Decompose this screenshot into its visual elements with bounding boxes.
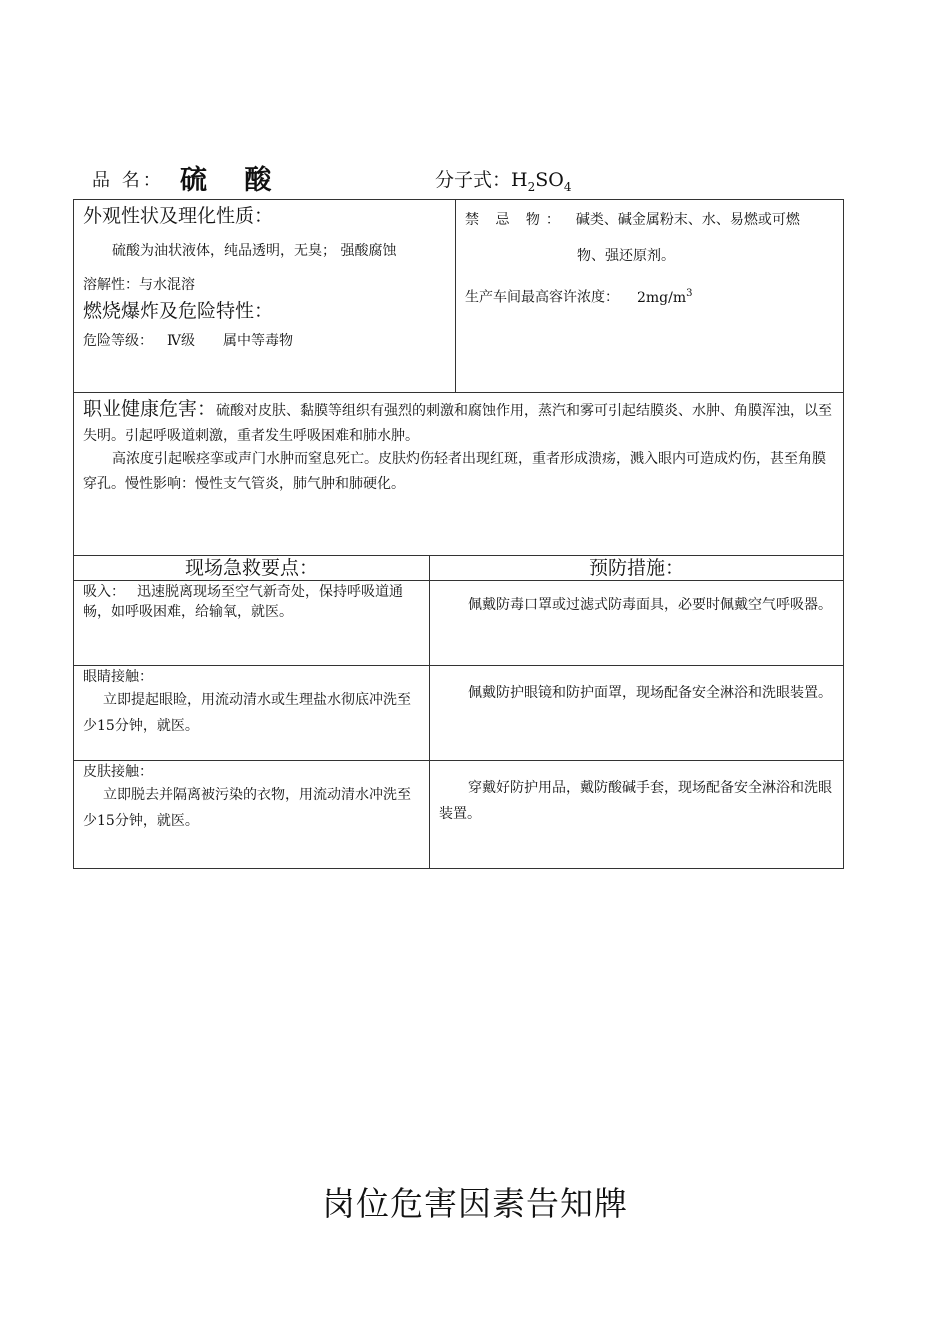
health-title: 职业健康危害： — [83, 398, 217, 420]
health-para-1 — [83, 397, 835, 447]
health-para-2: 高浓度引起喉痉挛或声门水肿而窒息死亡。皮肤灼伤轻者出现红斑，重者形成溃疡，溅入眼内可造成灼伤，甚至角膜穿孔。慢性影响：慢性支气管炎，肺气肿和肺硬化。 — [83, 451, 826, 492]
skin-label: 皮肤接触： — [83, 764, 153, 780]
inhalation-row — [74, 581, 844, 666]
danger-level-label: 危险等级： — [83, 333, 153, 349]
formula-label: 分子式： — [435, 169, 512, 191]
product-name-label: 品 名： — [92, 170, 164, 191]
properties-description: 硫酸为油状液体，纯品透明，无臭； 强酸腐蚀 — [112, 243, 397, 259]
first-aid-header: 现场急救要点： — [74, 556, 430, 581]
mac-label: 生产车间最高容许浓度： — [465, 289, 619, 306]
health-cell — [74, 393, 844, 556]
properties-row — [74, 200, 844, 393]
mac-superscript: 3 — [686, 288, 693, 299]
danger-level-value: Ⅳ级 — [167, 333, 195, 349]
respiratory-prevention — [430, 581, 844, 666]
product-header — [92, 156, 852, 196]
eye-first-aid — [74, 666, 430, 761]
skin-prevention-text: 穿戴好防护用品，戴防酸碱手套，现场配备安全淋浴和洗眼装置。 — [439, 780, 832, 822]
hazard-card-table — [73, 199, 844, 869]
skin-first-aid — [74, 761, 430, 869]
eye-text: 立即提起眼睑，用流动清水或生理盐水彻底冲洗至少15分钟，就医。 — [83, 692, 411, 734]
toxicity-text: 属中等毒物 — [223, 333, 293, 349]
formula-h-subscript: 2 — [527, 179, 536, 194]
fire-hazard-title: 燃烧爆炸及危险特性： — [83, 300, 274, 322]
taboo-label: 禁 忌 物： — [465, 212, 566, 228]
eye-prevention — [430, 666, 844, 761]
skin-prevention — [430, 761, 844, 869]
health-para-1-text: 硫酸对皮肤、黏膜等组织有强烈的刺激和腐蚀作用，蒸汽和雾可引起结膜炎、水肿、角膜浑浊，以至失明。引起呼吸道刺激，重者发生呼吸困难和肺水肿。 — [83, 403, 833, 444]
properties-cell — [74, 200, 456, 393]
eye-row — [74, 666, 844, 761]
skin-row — [74, 761, 844, 869]
eye-label: 眼睛接触： — [83, 669, 153, 685]
mac-line — [465, 284, 835, 308]
product-name: 硫 酸 — [180, 165, 286, 196]
mac-value: 2mg/m — [637, 289, 687, 306]
formula-so-subscript: 4 — [563, 179, 572, 194]
health-row — [74, 393, 844, 556]
taboo-line-2: 物、强还原剂。 — [577, 248, 675, 264]
inhalation-first-aid — [74, 581, 430, 666]
properties-title: 外观性状及理化性质： — [83, 205, 274, 227]
formula-h: H — [511, 169, 528, 191]
inhalation-text: 迅速脱离现场至空气新奇处，保持呼吸道通畅，如呼吸困难，给输氧，就医。 — [83, 584, 403, 620]
section-headers-row — [74, 556, 844, 581]
respiratory-prevention-text: 佩戴防毒口罩或过滤式防毒面具，必要时佩戴空气呼吸器。 — [468, 597, 832, 613]
danger-level-line — [83, 331, 447, 351]
eye-prevention-text: 佩戴防护眼镜和防护面罩，现场配备安全淋浴和洗眼装置。 — [468, 685, 832, 701]
solubility-text: 溶解性：与水混溶 — [83, 277, 195, 293]
taboo-text — [465, 202, 835, 274]
notice-board-title: 岗位危害因素告知牌 — [322, 1184, 628, 1223]
formula-so: SO — [535, 169, 564, 191]
prevention-header: 预防措施： — [430, 556, 844, 581]
inhalation-label: 吸入： — [83, 584, 125, 600]
molecular-formula — [435, 165, 571, 194]
taboo-line-1: 碱类、碱金属粉末、水、易燃或可燃 — [575, 212, 800, 228]
skin-text: 立即脱去并隔离被污染的衣物，用流动清水冲洗至少15分钟，就医。 — [83, 787, 411, 829]
taboo-cell — [456, 200, 844, 393]
